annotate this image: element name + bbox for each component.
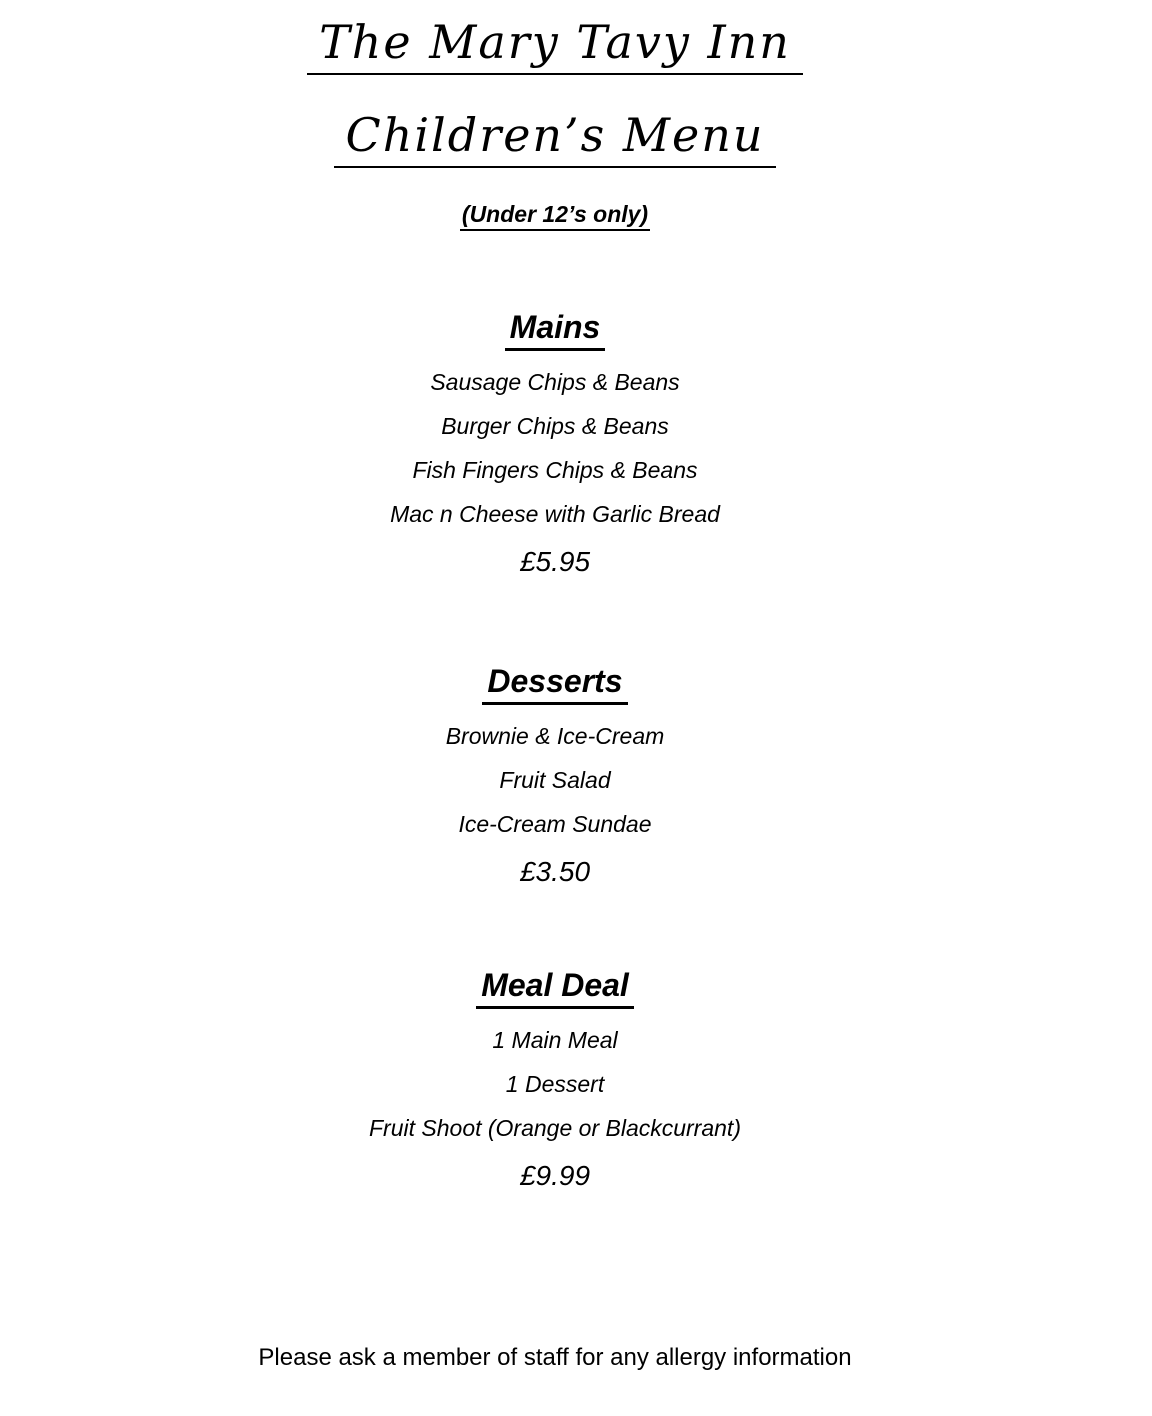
meal-deal-heading-text: Meal Deal	[476, 965, 634, 1009]
menu-subtitle-script	[0, 107, 1110, 168]
section-desserts	[0, 661, 1110, 889]
menu-item: Fish Fingers Chips & Beans	[412, 457, 698, 483]
menu-item: Brownie & Ice-Cream	[445, 723, 665, 749]
menu-subtitle-text: Children’s Menu	[334, 107, 777, 168]
menu-item: Fruit Salad	[499, 767, 611, 793]
menu-item: Sausage Chips & Beans	[430, 369, 680, 395]
menu-item: Fruit Shoot (Orange or Blackcurrant)	[369, 1115, 741, 1141]
mains-price: £5.95	[519, 546, 591, 577]
age-restriction-note	[0, 200, 1110, 231]
menu-item: 1 Dessert	[505, 1071, 605, 1097]
menu-item: 1 Main Meal	[492, 1027, 618, 1053]
desserts-price: £3.50	[519, 856, 591, 887]
allergy-note: Please ask a member of staff for any allergy information	[258, 1344, 852, 1371]
desserts-heading	[0, 661, 1110, 705]
section-mains	[0, 307, 1110, 579]
menu-item: Burger Chips & Beans	[441, 413, 669, 439]
menu-item: Ice-Cream Sundae	[458, 811, 652, 837]
desserts-heading-text: Desserts	[482, 661, 627, 705]
menu-item: Mac n Cheese with Garlic Bread	[390, 501, 720, 527]
meal-deal-price: £9.99	[519, 1160, 591, 1191]
menu-title-text: The Mary Tavy Inn	[307, 14, 803, 75]
section-meal-deal	[0, 965, 1110, 1193]
mains-heading-text: Mains	[505, 307, 606, 351]
mains-heading	[0, 307, 1110, 351]
meal-deal-heading	[0, 965, 1110, 1009]
menu-title	[0, 14, 1110, 75]
age-restriction-text: (Under 12’s only)	[460, 200, 650, 231]
